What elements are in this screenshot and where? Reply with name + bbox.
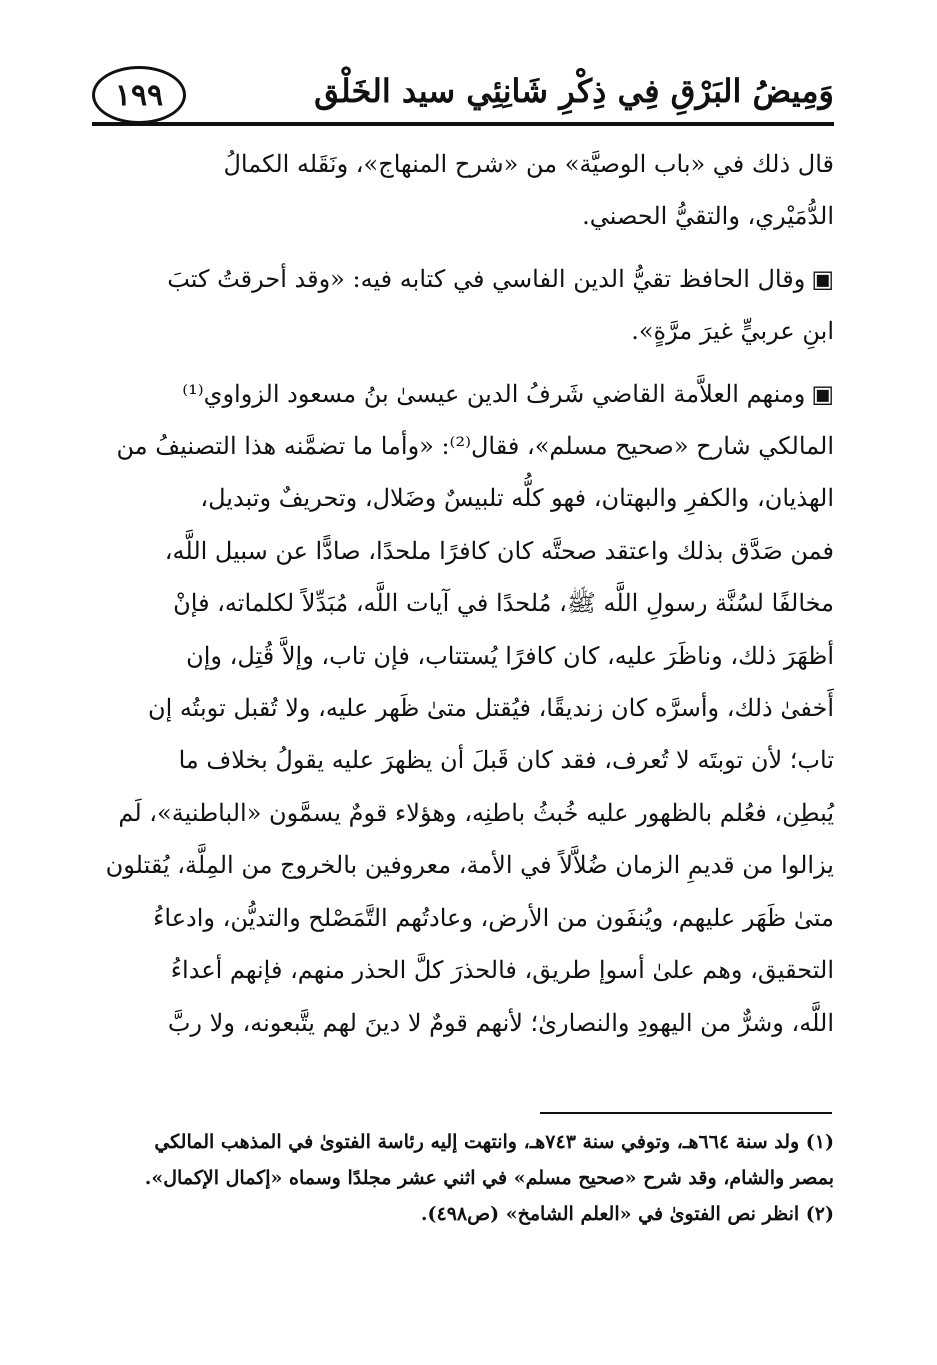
page-number: ١٩٩: [114, 77, 164, 113]
paragraph-1: [100, 138, 834, 243]
running-title: وَمِيضُ البَرْقِ فِي ذِكْرِ شَانِئِي سيد الخَلْق: [314, 72, 834, 110]
text-line: فمن صَدَّق بذلك واعتقد صحتَّه كان كافرًا ملحدًا، صادًّا عن سبيل اللَّه،: [164, 536, 834, 565]
text-line: ابنِ عربيٍّ غيرَ مرَّةٍ».: [631, 317, 834, 346]
header-rule: [92, 122, 834, 126]
paragraph-3: [100, 368, 834, 1049]
text-line: تاب؛ لأن توبتَه لا تُعرف، فقد كان قَبلَ أن يظهرَ عليه يقولُ بخلاف ما: [178, 746, 834, 775]
text-line: مخالفًا لسُنَّة رسولِ اللَّه ﷺ، مُلحدًا في آيات اللَّه، مُبَدِّلاً لكلماته، فإنْ: [173, 589, 834, 618]
footnote-1: [100, 1124, 834, 1196]
text-line: قال ذلك في «باب الوصيَّة» من «شرح المنهاج»، ونَقَله الكمالُ: [223, 150, 834, 178]
main-text: [100, 138, 834, 1049]
paragraph-2: [100, 253, 834, 358]
text-line: متىٰ ظَهَر عليهم، ويُنفَون من الأرض، وعادتُهم التَّمَصْلح والتديُّن، وادعاءُ: [153, 903, 834, 932]
footnotes: [100, 1124, 834, 1232]
text-line: الهذيان، والكفرِ والبهتان، فهو كلُّه تلبيسٌ وضَلال، وتحريفٌ وتبديل،: [200, 484, 834, 513]
text-line: وقال الحافظ تقيُّ الدين الفاسي في كتابه فيه: «وقد أحرقتُ كتبَ: [167, 264, 806, 293]
text-line: يزالوا من قديمِ الزمان ضُلاَّلاً في الأمة، معروفين بالخروج من المِلَّة، يُقتلون: [105, 851, 834, 880]
footnote-2: [100, 1196, 834, 1232]
text-line: أَخفىٰ ذلك، وأسرَّه كان زنديقًا، فيُقتل متىٰ ظَهر عليه، ولا تُقبل توبتُه إن: [147, 694, 834, 723]
text-line: اللَّه، وشرٌّ من اليهودِ والنصارىٰ؛ لأنهم قومٌ لا دينَ لهم يتَّبعونه، ولا ربَّ: [167, 1008, 834, 1037]
page-number-badge: [92, 66, 186, 124]
page-header: [92, 66, 834, 124]
text-line: المالكي شارح «صحيح مسلم»، فقال⁽²⁾: «وأما ما تضمَّنه هذا التصنيفُ من: [116, 432, 834, 461]
footnote-line: (٢) انظر نص الفتوىٰ في «العلم الشامخ» (ص٤٩٨).: [420, 1203, 834, 1225]
text-line: أظهَرَ ذلك، وناظَرَ عليه، كان كافرًا يُستتاب، فإن تاب، وإلاَّ قُتِل، وإن: [186, 641, 834, 670]
footnote-line: بمصر والشام، وقد شرح «صحيح مسلم» في اثني عشر مجلدًا وسماه «إكمال الإكمال».: [144, 1167, 834, 1189]
paragraph-marker-icon: ▣: [811, 379, 834, 408]
footnote-line: (١) ولد سنة ٦٦٤هـ، وتوفي سنة ٧٤٣هـ، وانتهت إليه رئاسة الفتوىٰ في المذهب المالكي: [154, 1131, 834, 1153]
footnote-separator: [540, 1112, 832, 1114]
paragraph-marker-icon: ▣: [811, 264, 834, 293]
text-line: الدُّمَيْري، والتقيُّ الحصني.: [582, 202, 834, 231]
text-line: يُبطِن، فعُلم بالظهور عليه خُبثُ باطنِه، وهؤلاء قومٌ يسمَّون «الباطنية»، لَم: [118, 798, 834, 827]
text-line: التحقيق، وهم علىٰ أسوإ طريق، فالحذرَ كلَّ الحذر منهم، فإنهم أعداءُ: [170, 956, 834, 985]
text-line: ومنهم العلاَّمة القاضي شَرفُ الدين عيسىٰ بنُ مسعود الزواوي⁽¹⁾: [182, 379, 806, 408]
